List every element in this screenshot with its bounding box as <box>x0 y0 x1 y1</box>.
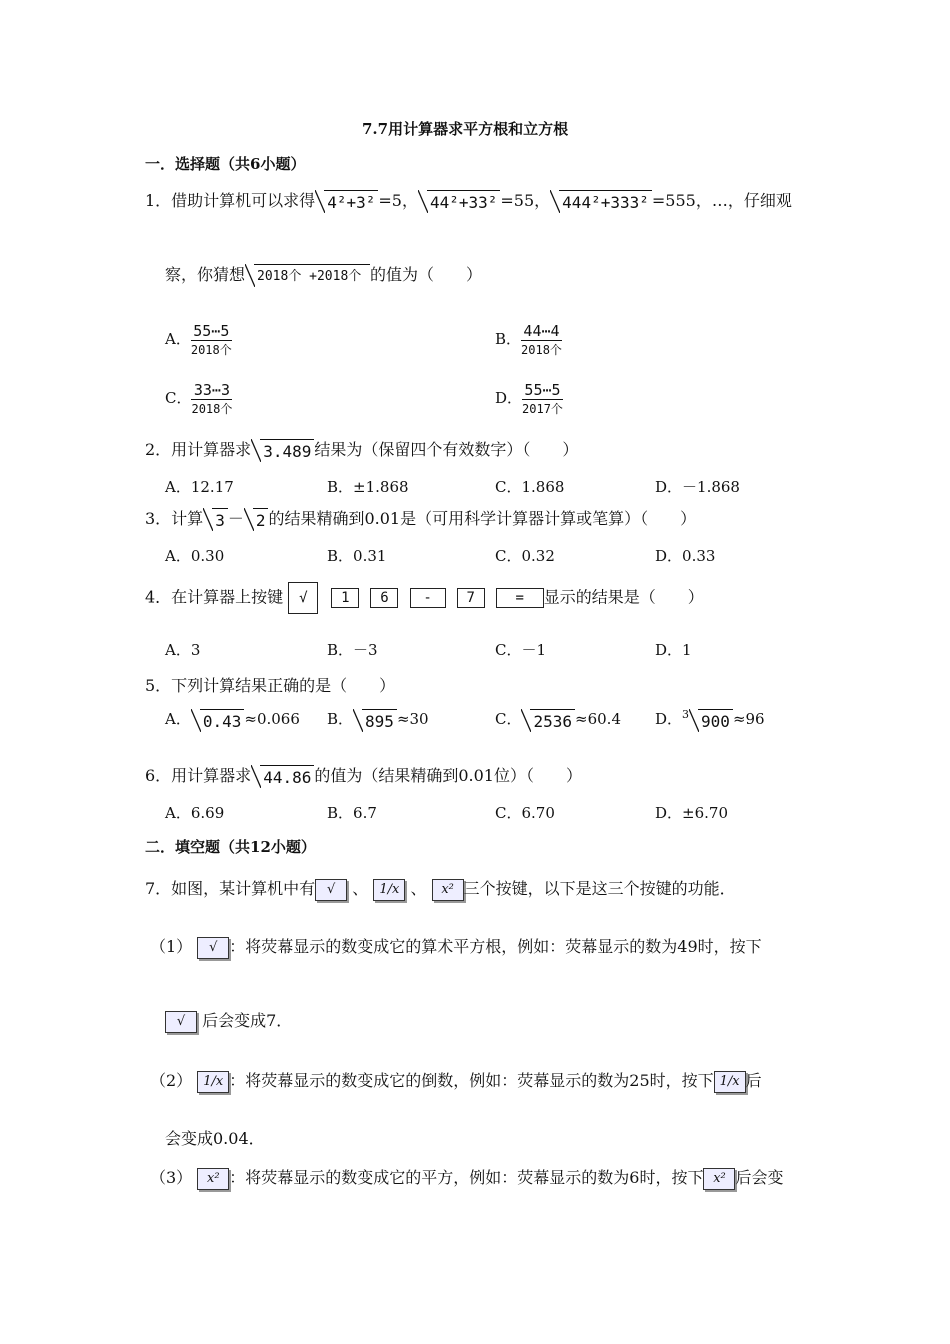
calc-key-equals: = <box>496 588 544 608</box>
cube-root-expression: 900 <box>689 709 733 732</box>
q1-line2b: 的值为（ ） <box>370 265 483 284</box>
q6-option-c[interactable]: C．6.70 <box>495 804 555 822</box>
sqrt-expression: 444²+333² <box>550 190 652 213</box>
q4-option-a[interactable]: A．3 <box>165 641 201 659</box>
q2-option-c[interactable]: C．1.868 <box>495 478 565 496</box>
q1-eq1: =5， <box>378 191 418 210</box>
q7-part-1 <box>150 934 762 959</box>
part-2-text: ：将荧幕显示的数变成它的倒数，例如：荧幕显示的数为25时，按下 <box>229 1071 714 1090</box>
calc-key-7: 7 <box>457 588 485 608</box>
q4-prefix: 4．在计算器上按键 <box>145 587 284 607</box>
underbrace-number: 33⋯3 2018个 <box>191 381 233 416</box>
question-4 <box>145 582 704 614</box>
sqrt-key-icon: √ <box>165 1011 197 1033</box>
q7-part-2 <box>150 1068 762 1093</box>
sqrt-expression: 3 <box>203 508 228 531</box>
calc-key-1: 1 <box>331 588 359 608</box>
part-number: （3） <box>150 1168 193 1187</box>
q1-line2a: 察，你猜想 <box>165 265 246 284</box>
q3-option-d[interactable]: D．0.33 <box>655 547 716 565</box>
q6-option-d[interactable]: D．±6.70 <box>655 804 728 822</box>
sqrt-expression: 44.86 <box>251 765 314 788</box>
q2-option-a[interactable]: A．12.17 <box>165 478 234 496</box>
q1-option-d[interactable]: D． 55⋯5 2017个 <box>495 381 563 416</box>
section-heading-choice: 一．选择题（共6小题） <box>145 155 306 173</box>
part-number: （1） <box>150 937 193 956</box>
q6-option-a[interactable]: A．6.69 <box>165 804 225 822</box>
q4-option-c[interactable]: C．－1 <box>495 641 547 659</box>
calc-key-6: 6 <box>370 588 398 608</box>
sqrt-expression: 4²+3² <box>315 190 378 213</box>
part-2-end: 后 <box>745 1071 762 1090</box>
sqrt-key-icon: √ <box>315 879 347 901</box>
sqrt-expression: 0.43 <box>191 709 245 732</box>
part-3-text: ：将荧幕显示的数变成它的平方，例如：荧幕显示的数为6时，按下 <box>229 1168 704 1187</box>
sqrt-key-icon: √ <box>197 937 229 959</box>
q5-option-a[interactable]: A． 0.43 ≈0.066 <box>165 710 300 731</box>
q3-prefix: 3．计算 <box>145 509 204 528</box>
question-2 <box>145 437 578 462</box>
q1-option-a[interactable]: A． 55⋯5 2018个 <box>165 322 232 357</box>
calc-key-minus: - <box>410 588 446 608</box>
q6-option-b[interactable]: B．6.7 <box>327 804 377 822</box>
page-title: 7.7用计算器求平方根和立方根 <box>362 120 569 138</box>
q6-prefix: 6．用计算器求 <box>145 766 252 785</box>
question-1 <box>145 188 792 213</box>
sqrt-expression: 2536 <box>521 709 575 732</box>
part-number: （2） <box>150 1071 193 1090</box>
part-1-text: ：将荧幕显示的数变成它的算术平方根，例如：荧幕显示的数为49时，按下 <box>229 937 762 956</box>
reciprocal-key-icon: 1/x <box>197 1071 229 1093</box>
q1-eq3: =555，…，仔细观 <box>651 191 792 210</box>
q7-prefix: 7．如图，某计算机中有 <box>145 879 316 898</box>
q4-option-d[interactable]: D．1 <box>655 641 692 659</box>
sqrt-expression: 2018个 +2018个 <box>245 264 370 287</box>
square-key-icon: x² <box>197 1168 229 1190</box>
question-3 <box>145 506 696 531</box>
question-1-line2 <box>165 262 482 287</box>
reciprocal-key-icon: 1/x <box>373 879 405 901</box>
sqrt-expression: 3.489 <box>251 439 314 462</box>
q5-option-b[interactable]: B． 895 ≈30 <box>327 710 429 731</box>
q2-prefix: 2．用计算器求 <box>145 440 252 459</box>
question-5: 5．下列计算结果正确的是（ ） <box>145 676 396 695</box>
q3-suffix: 的结果精确到0.01是（可用科学计算器计算或笔算）（ ） <box>268 509 697 528</box>
q7-suffix: 三个按键，以下是这三个按键的功能． <box>463 879 736 898</box>
section-heading-fill: 二．填空题（共12小题） <box>145 838 316 856</box>
separator: 、 <box>410 879 427 898</box>
q4-suffix: 显示的结果是（ ） <box>543 587 704 607</box>
sqrt-expression: 895 <box>353 709 397 732</box>
q2-option-d[interactable]: D．－1.868 <box>655 478 740 496</box>
sqrt-expression: 44²+33² <box>418 190 500 213</box>
cube-root-index: 3 <box>682 708 690 721</box>
q2-suffix: 结果为（保留四个有效数字）（ ） <box>314 440 579 459</box>
q5-option-c[interactable]: C． 2536 ≈60.4 <box>495 710 621 731</box>
sqrt-expression: 2 <box>244 508 269 531</box>
q1-eq2: =55， <box>500 191 551 210</box>
q6-suffix: 的值为（结果精确到0.01位）（ ） <box>314 766 582 785</box>
reciprocal-key-icon: 1/x <box>714 1071 746 1093</box>
q7-part-3 <box>150 1165 783 1190</box>
question-6 <box>145 763 582 788</box>
underbrace-number: 44⋯4 2018个 <box>521 322 562 357</box>
separator: 、 <box>352 879 369 898</box>
q5-option-d[interactable]: D．$^3$ 900 ≈96 <box>655 708 765 731</box>
q1-prefix: 1．借助计算机可以求得 <box>145 191 316 210</box>
square-key-icon: x² <box>703 1168 735 1190</box>
q3-minus: － <box>227 509 244 528</box>
q1-option-c[interactable]: C． 33⋯3 2018个 <box>165 381 233 416</box>
calc-key-sqrt: √ <box>288 582 318 614</box>
part-3-end: 后会变 <box>735 1168 784 1187</box>
q1-option-b[interactable]: B． 44⋯4 2018个 <box>495 322 562 357</box>
q4-option-b[interactable]: B．－3 <box>327 641 378 659</box>
q2-option-b[interactable]: B．±1.868 <box>327 478 409 496</box>
question-7 <box>145 876 736 901</box>
q7-part-2-line2: 会变成0.04． <box>165 1129 265 1148</box>
q3-option-b[interactable]: B．0.31 <box>327 547 387 565</box>
part-1-end: 后会变成7． <box>202 1011 293 1030</box>
underbrace-number: 55⋯5 2018个 <box>190 322 232 357</box>
q7-part-1-line2 <box>165 1008 292 1033</box>
q3-option-c[interactable]: C．0.32 <box>495 547 555 565</box>
square-key-icon: x² <box>432 879 464 901</box>
q3-option-a[interactable]: A．0.30 <box>165 547 225 565</box>
underbrace-number: 55⋯5 2017个 <box>522 381 563 416</box>
